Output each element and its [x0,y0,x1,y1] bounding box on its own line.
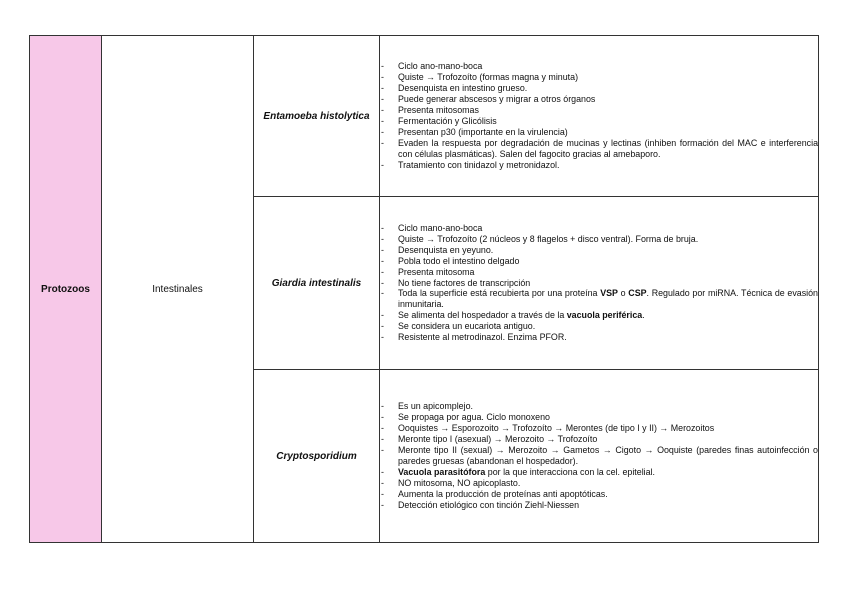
note-item [380,467,818,478]
note-item [380,478,818,489]
note-item [380,116,818,127]
category-cell [102,36,254,543]
note-text: Desenquista en yeyuno. [398,244,494,255]
note-text: Fermentación y Glicólisis [398,116,497,126]
note-item [380,288,818,310]
notes-list [380,61,818,170]
table-row [30,36,819,197]
organism-name-cell [254,197,380,370]
note-text: Detección etiológico con tinción Ziehl-Niessen [398,499,580,510]
note-text: Pobla todo el intestino delgado [398,255,520,266]
note-item [380,278,818,289]
note-text: No tiene factores de transcripción [398,277,531,288]
note-item [380,310,818,321]
kingdom-cell [30,36,102,543]
note-item [380,267,818,278]
note-text: Es un apicomplejo. [398,401,473,412]
note-item [380,61,818,72]
note-item [380,434,818,445]
note-text: Se considera un eucariota antiguo. [398,321,536,332]
note-bold-text: VSP [600,288,618,299]
notes-list [380,401,818,510]
organism-notes-cell [380,370,819,543]
organism-notes-cell [380,36,819,197]
note-text: Presentan p30 (importante en la virulencia) [398,126,568,137]
note-item [380,445,818,467]
note-text: NO mitosoma, NO apicoplasto. [398,477,521,488]
note-text: Presenta mitosomas [398,105,479,116]
note-text: Meronte tipo I (asexual) → Merozoito → Trofozoíto [398,434,598,445]
note-text: Puede generar abscesos y migrar a otros órganos [398,94,596,105]
organism-name-cell [254,36,380,197]
notes-list [380,223,818,343]
note-item [380,138,818,160]
note-bold-text: vacuola periférica [566,310,643,321]
organism-notes-cell [380,197,819,370]
note-item [380,83,818,94]
note-item [380,401,818,412]
note-text: Meronte tipo II (sexual) → Merozoito → Gametos → Cigoto → Ooquiste (paredes finas autoinfección o paredes gruesas (abandonan el hospedador). [398,445,818,466]
note-text: Evaden la respuesta por degradación de mucinas y lectinas (inhiben formación del MAC e interferencia con células plasmáticas). Salen del fagocito gracias al amebaporo. [398,137,818,159]
note-text: Toda la superficie está recubierta por una proteína [398,288,601,299]
category-label: Intestinales [152,283,203,295]
note-item [380,105,818,116]
note-text: Quiste → Trofozoíto (2 núcleos y 8 flagelos + disco ventral). Forma de bruja. [398,233,699,244]
note-item [380,160,818,171]
organism-name: Cryptosporidium [276,450,357,462]
note-item [380,94,818,105]
note-text: Ciclo ano-mano-boca [398,61,483,72]
note-text: por la que interacciona con la cel. epitelial. [485,466,656,477]
organism-name-cell [254,370,380,543]
note-text: Resistente al metrodinazol. Enzima PFOR. [398,332,567,343]
note-text: Presenta mitosoma [398,266,475,277]
note-bold-text: CSP [628,288,647,299]
note-text: Aumenta la producción de proteínas anti apoptóticas. [398,488,608,499]
kingdom-label: Protozoos [41,283,90,295]
note-text: Quiste → Trofozoíto (formas magna y minuta) [398,72,579,83]
note-item [380,245,818,256]
note-text: Se alimenta del hospedador a través de la [398,310,567,321]
note-item [380,412,818,423]
note-item [380,489,818,500]
note-text: Ciclo mano-ano-boca [398,223,483,234]
note-text: . Regulado por miRNA. Técnica de evasión inmunitaria. [398,288,818,310]
note-text: Tratamiento con tinidazol y metronidazol. [398,159,560,170]
protozoa-table [29,35,819,543]
organism-name: Entamoeba histolytica [263,110,370,122]
note-item [380,321,818,332]
note-text: Se propaga por agua. Ciclo monoxeno [398,412,550,423]
note-item [380,332,818,343]
note-text: Ooquistes → Esporozoito → Trofozoíto → Merontes (de tipo I y II) → Merozoitos [398,423,715,434]
note-item [380,500,818,511]
note-item [380,223,818,234]
note-text: . [642,310,645,321]
note-item [380,423,818,434]
note-item [380,72,818,83]
note-bold-text: Vacuola parasitófora [398,466,486,477]
note-text: o [617,288,629,299]
note-text: Desenquista en intestino grueso. [398,83,528,94]
organism-name: Giardia intestinalis [271,277,362,289]
note-item [380,127,818,138]
note-item [380,234,818,245]
note-item [380,256,818,267]
